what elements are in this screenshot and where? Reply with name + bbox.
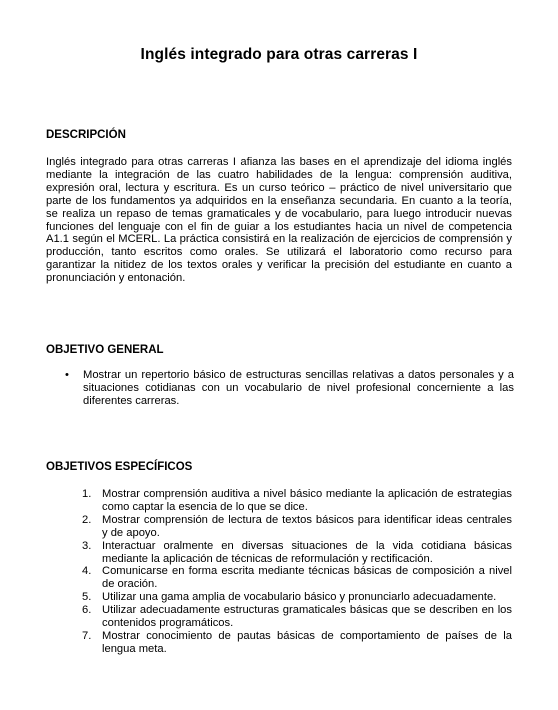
list-item-text: Interactuar oralmente en diversas situaciones de la vida cotidiana básicas mediante la aplicación de técnicas de reformulación y rectificación. xyxy=(102,539,512,565)
list-item xyxy=(82,488,512,514)
list-item xyxy=(64,369,514,408)
objetivos-especificos-list xyxy=(82,488,512,656)
list-item-text: Mostrar un repertorio básico de estructuras sencillas relativas a datos personales y a situaciones cotidianas con un vocabulario de nivel profesional concerniente a las diferentes carreras. xyxy=(83,369,514,407)
list-item xyxy=(82,591,512,604)
list-item-number: 4. xyxy=(82,565,92,578)
list-item-text: Mostrar conocimiento de pautas básicas de comportamiento de países de la lengua meta. xyxy=(102,629,512,655)
list-item xyxy=(82,565,512,591)
section-heading-objetivos-especificos: OBJETIVOS ESPECÍFICOS xyxy=(46,461,193,473)
document-title: Inglés integrado para otras carreras I xyxy=(140,46,418,63)
bullet-icon: • xyxy=(65,369,69,381)
list-item-text: Utilizar una gama amplia de vocabulario básico y pronunciarlo adecuadamente. xyxy=(102,591,497,604)
list-item-number: 6. xyxy=(82,604,92,617)
list-item xyxy=(82,630,512,656)
list-item-text: Mostrar comprensión de lectura de textos básicos para identificar ideas centrales y de apoyo. xyxy=(102,513,512,539)
list-item-text: Utilizar adecuadamente estructuras gramaticales básicas que se describen en los contenidos programáticos. xyxy=(102,604,512,630)
objetivo-general-list xyxy=(64,369,514,408)
descripcion-paragraph: Inglés integrado para otras carreras I afianza las bases en el aprendizaje del idioma inglés mediante la integración de las cuatro habilidades de la lengua: comprensión auditiva, expresión oral, lectura y escritura. Es un curso teórico – práctico de nivel universitario que parte de los fundamentos ya adquiridos en la enseñanza secundaria. En cuanto a la teoría, se realiza un repaso de temas gramaticales y de vocabulario, para luego introducir nuevas funciones del lenguaje con el fin de guiar a los estudiantes hacia un nivel de competencia A1.1 según el MCERL. La práctica consistirá en la realización de ejercicios de comprensión y producción, tanto escritos como orales. Se utilizará el laboratorio como recurso para garantizar la nitidez de los textos orales y verificar la precisión del estudiante en cuanto a pronunciación y entonación. xyxy=(46,156,512,285)
list-item xyxy=(82,540,512,566)
list-item xyxy=(82,514,512,540)
list-item-number: 5. xyxy=(82,591,92,604)
list-item-number: 3. xyxy=(82,539,92,552)
list-item-number: 1. xyxy=(82,488,92,500)
section-heading-objetivo-general: OBJETIVO GENERAL xyxy=(46,344,164,356)
list-item xyxy=(82,604,512,630)
list-item-text: Mostrar comprensión auditiva a nivel básico mediante la aplicación de estrategias como captar la esencia de lo que se dice. xyxy=(102,488,512,513)
list-item-text: Comunicarse en forma escrita mediante técnicas básicas de composición a nivel de oración. xyxy=(102,565,512,591)
list-item-number: 2. xyxy=(82,513,92,526)
section-heading-descripcion: DESCRIPCIÓN xyxy=(46,129,126,141)
list-item-number: 7. xyxy=(82,629,92,642)
